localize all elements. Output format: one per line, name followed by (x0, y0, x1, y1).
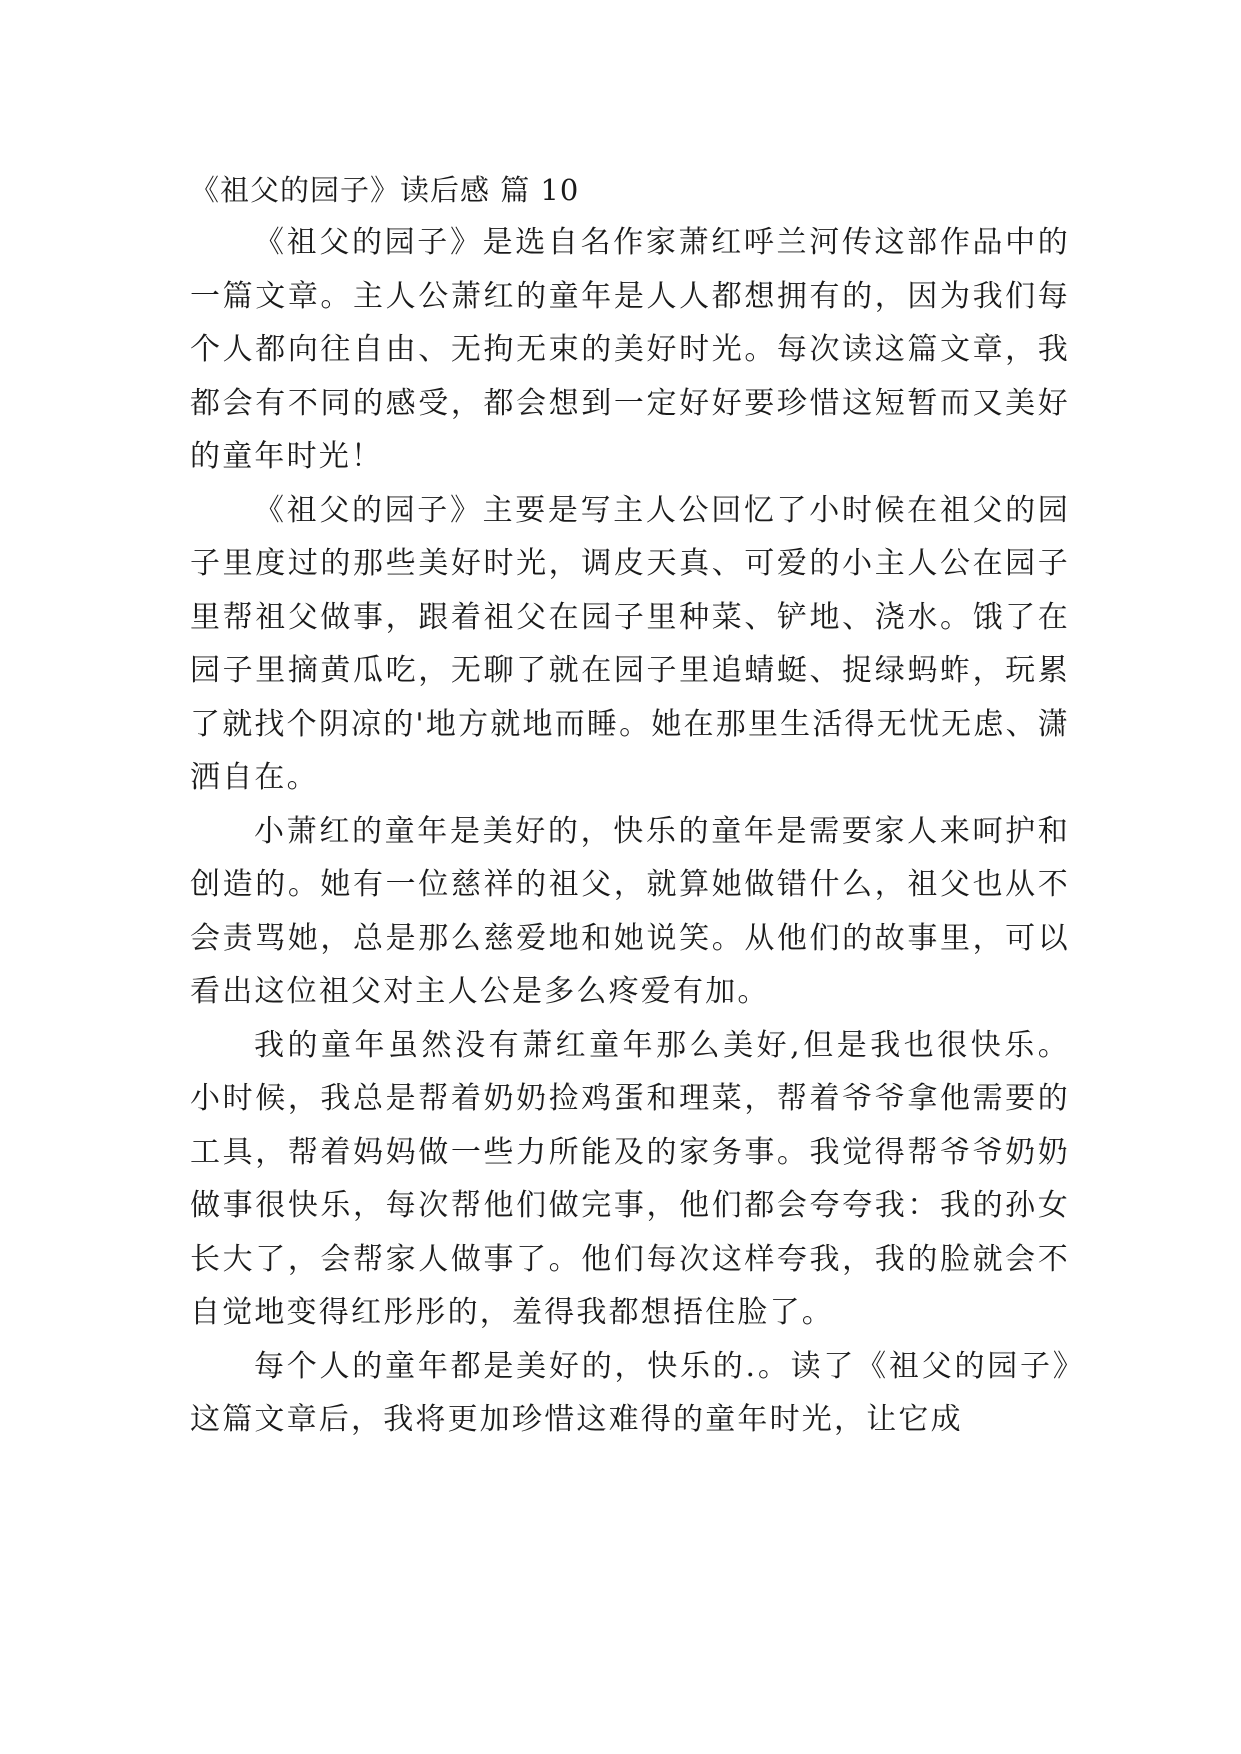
paragraph: 我的童年虽然没有萧红童年那么美好,但是我也很快乐。小时候，我总是帮着奶奶捡鸡蛋和理菜，帮着爷爷拿他需要的工具，帮着妈妈做一些力所能及的家务事。我觉得帮爷爷奶奶做事很快乐，每次帮他们做完事，他们都会夸夸我：我的孙女长大了，会帮家人做事了。他们每次这样夸我，我的脸就会不自觉地变得红彤彤的，羞得我都想捂住脸了。 (190, 1027, 1070, 1330)
document-body (190, 164, 1070, 1447)
paragraph: 《祖父的园子》主要是写主人公回忆了小时候在祖父的园子里度过的那些美好时光，调皮天真、可爱的小主人公在园子里帮祖父做事，跟着祖父在园子里种菜、铲地、浇水。饿了在园子里摘黄瓜吃，无聊了就在园子里追蜻蜓、捉绿蚂蚱，玩累了就找个阴凉的'地方就地而睡。她在那里生活得无忧无虑、潇洒自在。 (190, 492, 1070, 795)
paragraph: 《祖父的园子》是选自名作家萧红呼兰河传这部作品中的一篇文章。主人公萧红的童年是人人都想拥有的，因为我们每个人都向往自由、无拘无束的美好时光。每次读这篇文章，我都会有不同的感受，都会想到一定好好要珍惜这短暂而又美好的童年时光！ (190, 225, 1070, 474)
paragraph: 每个人的童年都是美好的，快乐的.。读了《祖父的园子》这篇文章后，我将更加珍惜这难得的童年时光，让它成 (190, 1348, 1070, 1437)
paragraph: 小萧红的童年是美好的，快乐的童年是需要家人来呵护和创造的。她有一位慈祥的祖父，就算她做错什么，祖父也从不会责骂她，总是那么慈爱地和她说笑。从他们的故事里，可以看出这位祖父对主人公是多么疼爱有加。 (190, 813, 1070, 1009)
document-title: 《祖父的园子》读后感 篇 10 (190, 173, 580, 207)
